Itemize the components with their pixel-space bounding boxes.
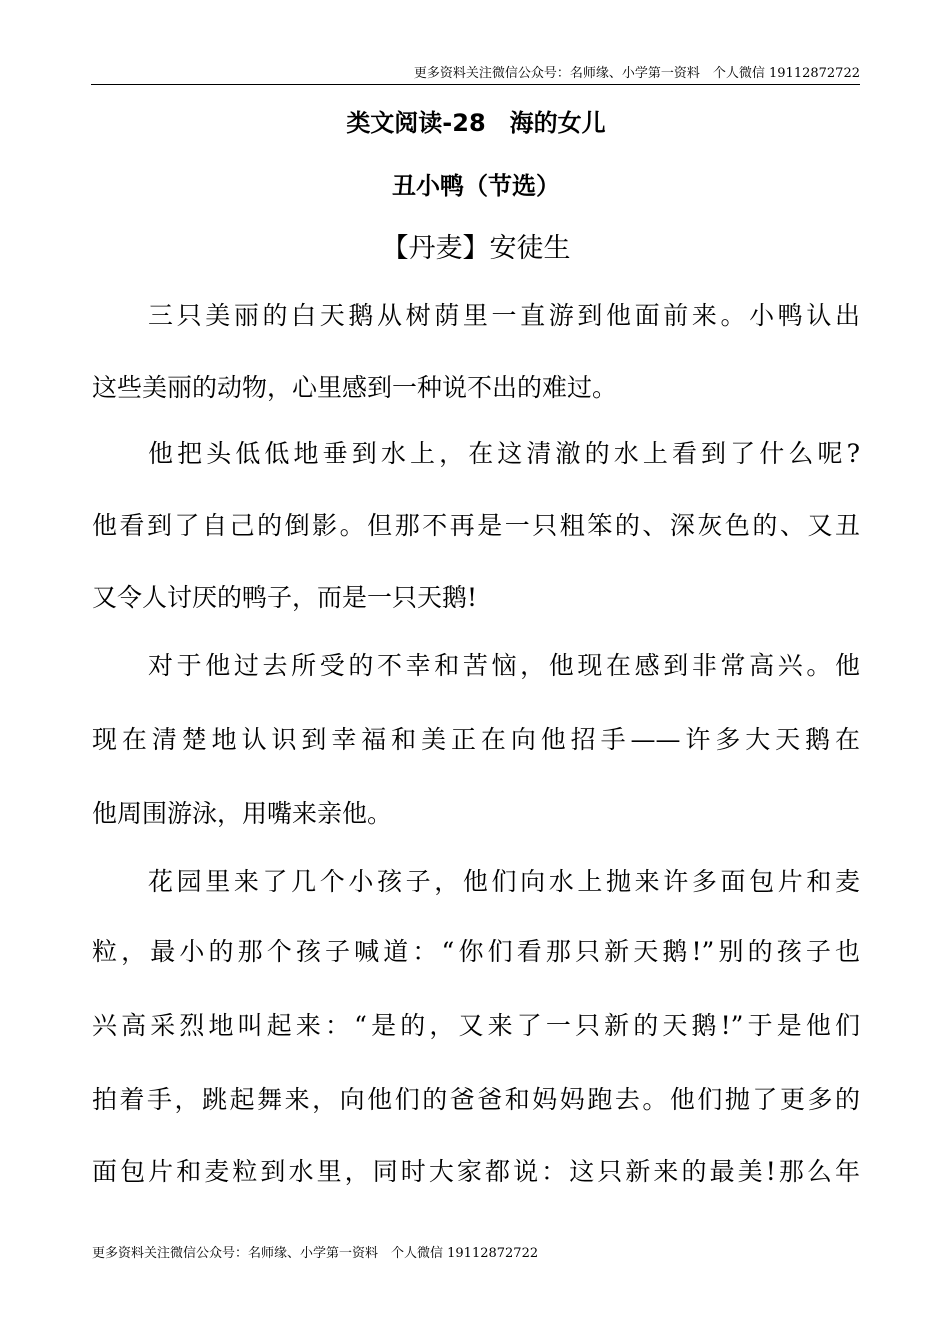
text-line: 花园里来了几个小孩子，他们向水上抛来许多面包片和麦 [148,867,860,896]
text-line: 面包片和麦粒到水里，同时大家都说：这只新来的最美!那么年 [92,1157,860,1186]
text-line: 兴高采烈地叫起来：“是的，又来了一只新的天鹅!”于是他们 [92,1011,860,1040]
text-line: 拍着手，跳起舞来，向他们的爸爸和妈妈跑去。他们抛了更多的 [92,1085,860,1114]
text-line: 又令人讨厌的鸭子，而是一只天鹅! [92,583,478,612]
text-line: 现在清楚地认识到幸福和美正在向他招手——许多大天鹅在 [92,725,860,754]
page-header: 更多资料关注微信公众号：名师缘、小学第一资料 个人微信 19112872722 [413,66,860,81]
text-line: 三只美丽的白天鹅从树荫里一直游到他面前来。小鸭认出 [148,301,860,330]
text-line: 他周围游泳，用嘴来亲他。 [92,799,393,828]
page-title: 类文阅读-28 海的女儿 [346,109,606,137]
author-line: 【丹麦】安徒生 [381,233,571,264]
text-line: 这些美丽的动物，心里感到一种说不出的难过。 [92,373,618,402]
text-line: 粒，最小的那个孩子喊道：“你们看那只新天鹅!”别的孩子也 [92,937,860,966]
text-line: 他把头低低地垂到水上，在这清澈的水上看到了什么呢? [148,439,860,468]
story-title: 丑小鸭（节选） [392,172,560,200]
text-line: 对于他过去所受的不幸和苦恼，他现在感到非常高兴。他 [148,651,860,680]
header-divider [91,84,860,85]
text-line: 他看到了自己的倒影。但那不再是一只粗笨的、深灰色的、又丑 [92,511,860,540]
page-footer: 更多资料关注微信公众号：名师缘、小学第一资料 个人微信 19112872722 [92,1246,539,1261]
